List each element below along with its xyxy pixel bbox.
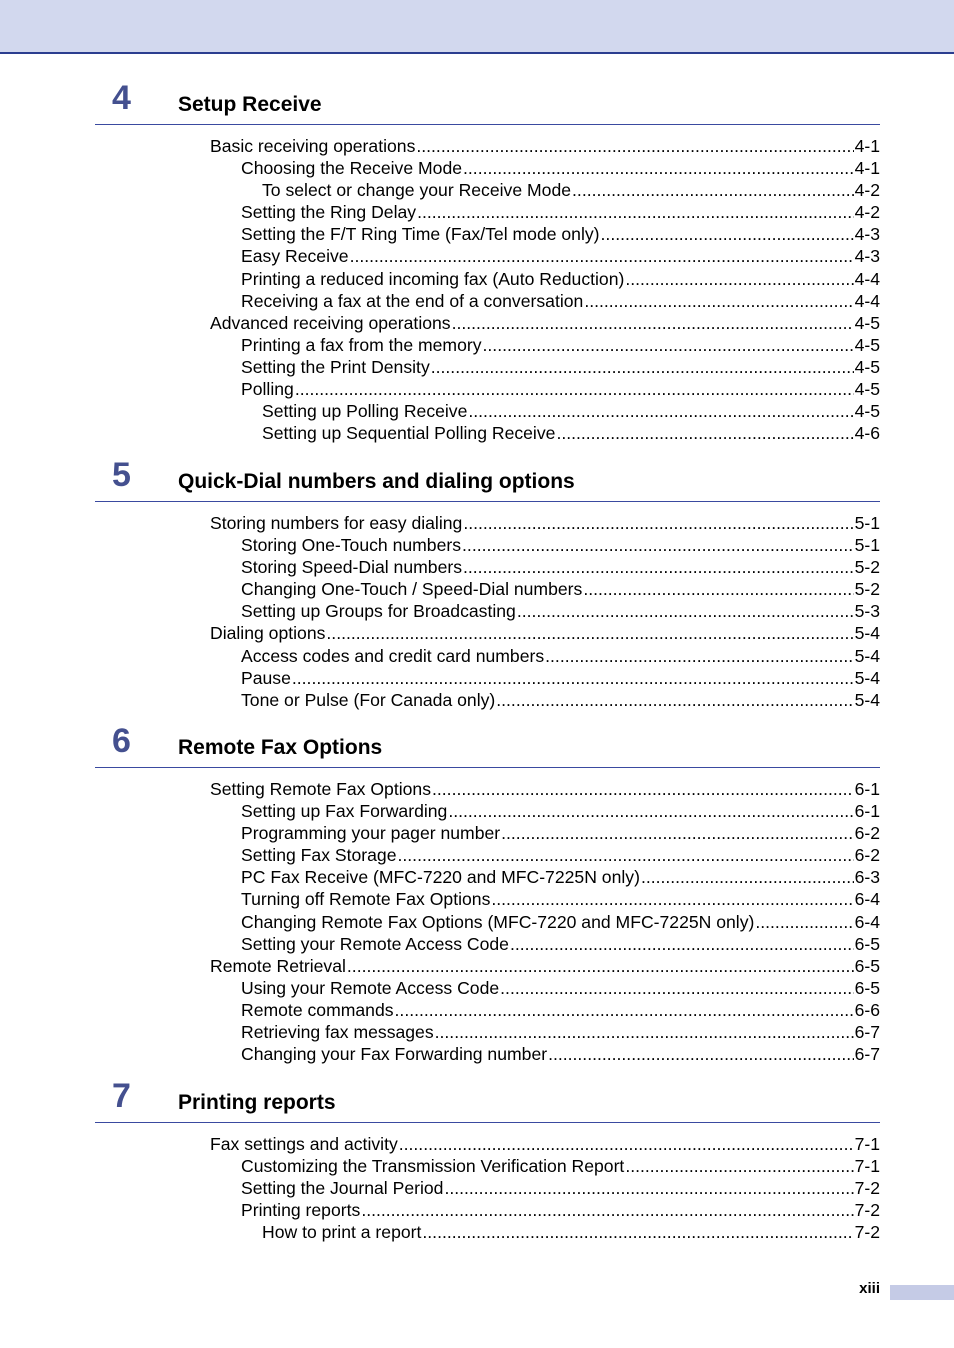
toc-entry[interactable] [95, 223, 880, 245]
toc-entry-label: Choosing the Receive Mode [241, 158, 463, 179]
toc-entry[interactable] [95, 1021, 880, 1043]
toc-entry-label: Changing your Fax Forwarding number [241, 1044, 548, 1065]
toc-entry-label: PC Fax Receive (MFC-7220 and MFC-7225N only) [241, 867, 640, 888]
toc-entry-label: Using your Remote Access Code [241, 977, 500, 998]
toc-entry-page: 6-4 [854, 889, 880, 910]
toc-entry[interactable] [95, 1133, 880, 1155]
toc-entry[interactable] [95, 334, 880, 356]
toc-entry[interactable] [95, 157, 880, 179]
dot-leader [584, 290, 853, 312]
dot-leader [583, 578, 853, 600]
toc-entry[interactable] [95, 201, 880, 223]
toc-entry-page: 5-4 [854, 645, 880, 666]
toc-entry-label: Setting Remote Fax Options [210, 779, 432, 799]
toc-entry[interactable] [95, 888, 880, 910]
toc-entry-page: 7-1 [854, 1134, 880, 1154]
dot-leader [463, 157, 854, 179]
toc-entry[interactable] [95, 689, 880, 711]
toc-entry[interactable] [95, 667, 880, 689]
toc-entry[interactable] [95, 977, 880, 999]
toc-entry-label: How to print a report [262, 1222, 422, 1243]
toc-entry-label: Tone or Pulse (For Canada only) [241, 689, 496, 710]
toc-entry-page: 5-3 [854, 601, 880, 622]
toc-entry-page: 6-2 [854, 823, 880, 844]
toc-entry-page: 4-1 [854, 158, 880, 179]
dot-leader [510, 933, 854, 955]
dot-leader [572, 179, 854, 201]
toc-entry-page: 6-2 [854, 845, 880, 866]
dot-leader [398, 844, 854, 866]
toc-entry-page: 4-4 [854, 268, 880, 289]
dot-leader [548, 1043, 853, 1065]
toc-entry-list [95, 135, 880, 444]
chapter-number: 7 [112, 1077, 131, 1115]
toc-entry-label: Setting up Groups for Broadcasting [241, 601, 516, 622]
toc-entry-label: Pause [241, 667, 291, 688]
toc-entry-label: Changing Remote Fax Options (MFC-7220 and MFC-7225N only) [241, 911, 755, 932]
toc-entry-label: Setting your Remote Access Code [241, 933, 509, 954]
toc-entry-page: 5-4 [854, 667, 880, 688]
toc-entry-list [95, 1133, 880, 1243]
toc-entry-page: 4-5 [854, 356, 880, 377]
toc-entry-label: Remote commands [241, 999, 394, 1020]
toc-entry-label: Setting the F/T Ring Time (Fax/Tel mode only) [241, 224, 600, 245]
toc-entry-page: 4-2 [854, 202, 880, 223]
toc-entry[interactable] [95, 800, 880, 822]
toc-entry-page: 5-2 [854, 557, 880, 578]
dot-leader [292, 667, 854, 689]
toc-entry-label: Storing One-Touch numbers [241, 535, 462, 556]
chapter-heading [95, 455, 880, 502]
dot-leader [625, 268, 853, 290]
toc-entry[interactable] [95, 290, 880, 312]
dot-leader [491, 888, 853, 910]
dot-leader [501, 822, 853, 844]
toc-entry-label: Printing a reduced incoming fax (Auto Reduction) [241, 268, 625, 289]
toc-entry[interactable] [95, 955, 880, 977]
toc-entry-label: Programming your pager number [241, 823, 501, 844]
header-band [0, 0, 954, 54]
dot-leader [463, 556, 854, 578]
dot-leader [326, 622, 853, 644]
toc-entry-page: 6-5 [854, 977, 880, 998]
toc-entry[interactable] [95, 1155, 880, 1177]
dot-leader [444, 1177, 853, 1199]
dot-leader [422, 1221, 853, 1243]
dot-leader [463, 512, 853, 534]
dot-leader [395, 999, 854, 1021]
toc-entry-page: 7-2 [854, 1178, 880, 1199]
dot-leader [432, 778, 854, 800]
toc-entry-page: 4-1 [854, 136, 880, 156]
dot-leader [625, 1155, 853, 1177]
toc-entry-label: Customizing the Transmission Verification Report [241, 1156, 625, 1177]
toc-entry-page: 6-5 [854, 933, 880, 954]
toc-entry-label: Setting the Journal Period [241, 1178, 444, 1199]
toc-entry[interactable] [95, 778, 880, 800]
toc-entry[interactable] [95, 135, 880, 157]
dot-leader [350, 245, 854, 267]
toc-entry-label: Setting up Fax Forwarding [241, 801, 448, 822]
toc-entry-label: Changing One-Touch / Speed-Dial numbers [241, 579, 583, 600]
toc-entry[interactable] [95, 245, 880, 267]
toc-entry-page: 6-1 [854, 779, 880, 799]
page-number: xiii [859, 1280, 880, 1297]
toc-entry-label: Remote Retrieval [210, 955, 346, 976]
chapter-title[interactable]: Printing reports [178, 1091, 336, 1114]
toc-entry-page: 6-4 [854, 911, 880, 932]
toc-entry[interactable] [95, 822, 880, 844]
toc-entry-label: Basic receiving operations [210, 136, 416, 156]
toc-entry-page: 6-1 [854, 801, 880, 822]
dot-leader [556, 422, 853, 444]
toc-entry-label: Access codes and credit card numbers [241, 645, 545, 666]
toc-entry-page: 7-2 [854, 1222, 880, 1243]
toc-entry-page: 6-3 [854, 867, 880, 888]
dot-leader [399, 1133, 854, 1155]
toc-entry-label: Receiving a fax at the end of a conversation [241, 290, 584, 311]
toc-entry[interactable] [95, 1221, 880, 1243]
toc-entry[interactable] [95, 600, 880, 622]
toc-entry[interactable] [95, 512, 880, 534]
toc-entry-page: 4-3 [854, 246, 880, 267]
toc-entry-page: 4-5 [854, 334, 880, 355]
toc-entry-label: Setting up Sequential Polling Receive [262, 423, 556, 444]
toc-entry-label: Retrieving fax messages [241, 1022, 434, 1043]
toc-entry-label: Setting up Polling Receive [262, 401, 468, 422]
chapter-section [95, 455, 880, 711]
toc-entry-page: 5-2 [854, 579, 880, 600]
chapter-section [95, 721, 880, 1065]
toc-entry-page: 5-1 [854, 535, 880, 556]
toc-entry[interactable] [95, 933, 880, 955]
dot-leader [431, 356, 854, 378]
toc-entry[interactable] [95, 422, 880, 444]
toc-entry[interactable] [95, 866, 880, 888]
toc-entry-page: 4-2 [854, 180, 880, 201]
toc-entry[interactable] [95, 622, 880, 644]
chapter-heading [95, 721, 880, 768]
dot-leader [755, 911, 853, 933]
toc-entry-label: Fax settings and activity [210, 1134, 398, 1154]
toc-entry-page: 4-3 [854, 224, 880, 245]
dot-leader [462, 534, 854, 556]
toc-entry-page: 6-7 [854, 1044, 880, 1065]
toc-entry-page: 6-5 [854, 955, 880, 976]
toc-entry[interactable] [95, 312, 880, 334]
dot-leader [545, 645, 853, 667]
dot-leader [361, 1199, 853, 1221]
toc-entry-page: 5-1 [854, 513, 880, 533]
toc-entry[interactable] [95, 1177, 880, 1199]
dot-leader [500, 977, 853, 999]
toc-entry-page: 4-5 [854, 312, 880, 333]
toc-entry-page: 7-2 [854, 1200, 880, 1221]
footer-tab [890, 1285, 954, 1300]
dot-leader [601, 223, 854, 245]
toc-entry-page: 4-4 [854, 290, 880, 311]
toc-entry-label: Setting the Ring Delay [241, 202, 417, 223]
chapter-section [95, 78, 880, 444]
dot-leader [417, 201, 854, 223]
toc-entry[interactable] [95, 844, 880, 866]
toc-entry-label: Storing Speed-Dial numbers [241, 557, 463, 578]
chapter-title[interactable]: Setup Receive [178, 93, 322, 116]
dot-leader [448, 800, 853, 822]
toc-entry-page: 5-4 [854, 623, 880, 644]
toc-entry[interactable] [95, 400, 880, 422]
toc-entry-page: 5-4 [854, 689, 880, 710]
dot-leader [435, 1021, 854, 1043]
toc-entry[interactable] [95, 999, 880, 1021]
toc-entry[interactable] [95, 556, 880, 578]
toc-entry[interactable] [95, 378, 880, 400]
toc-entry[interactable] [95, 268, 880, 290]
toc-entry-label: Storing numbers for easy dialing [210, 513, 463, 533]
toc-entry-label: Setting the Print Density [241, 356, 430, 377]
toc-entry-page: 4-6 [854, 423, 880, 444]
chapter-number: 5 [112, 456, 131, 494]
dot-leader [641, 866, 854, 888]
toc-entry-label: Advanced receiving operations [210, 312, 451, 333]
toc-entry-page: 4-5 [854, 401, 880, 422]
toc-entry[interactable] [95, 179, 880, 201]
toc-entry-page: 6-7 [854, 1022, 880, 1043]
toc-entry-label: To select or change your Receive Mode [262, 180, 572, 201]
toc-entry-label: Setting Fax Storage [241, 845, 397, 866]
toc-entry-page: 4-5 [854, 379, 880, 400]
chapter-heading [95, 1076, 880, 1123]
toc-entry[interactable] [95, 534, 880, 556]
toc-entry[interactable] [95, 356, 880, 378]
dot-leader [483, 334, 854, 356]
toc-entry[interactable] [95, 645, 880, 667]
chapter-heading [95, 78, 880, 125]
toc-entry-label: Turning off Remote Fax Options [241, 889, 491, 910]
chapter-number: 6 [112, 722, 131, 760]
dot-leader [452, 312, 854, 334]
toc-entry-label: Polling [241, 379, 294, 400]
dot-leader [347, 955, 854, 977]
chapter-number: 4 [112, 79, 131, 117]
toc-entry-label: Dialing options [210, 623, 326, 644]
chapter-title[interactable]: Remote Fax Options [178, 736, 383, 759]
toc-entry-label: Printing a fax from the memory [241, 334, 482, 355]
dot-leader [517, 600, 854, 622]
dot-leader [416, 135, 853, 157]
dot-leader [295, 378, 854, 400]
toc-entry-label: Easy Receive [241, 246, 349, 267]
toc-entry[interactable] [95, 911, 880, 933]
toc-entry-page: 6-6 [854, 999, 880, 1020]
dot-leader [468, 400, 853, 422]
dot-leader [496, 689, 853, 711]
toc-entry[interactable] [95, 1199, 880, 1221]
toc-entry[interactable] [95, 578, 880, 600]
toc-entry-list [95, 778, 880, 1065]
chapter-section [95, 1076, 880, 1243]
toc-entry-page: 7-1 [854, 1156, 880, 1177]
toc-entry[interactable] [95, 1043, 880, 1065]
toc-entry-list [95, 512, 880, 711]
toc-entry-label: Printing reports [241, 1200, 361, 1221]
chapter-title[interactable]: Quick-Dial numbers and dialing options [178, 470, 575, 493]
